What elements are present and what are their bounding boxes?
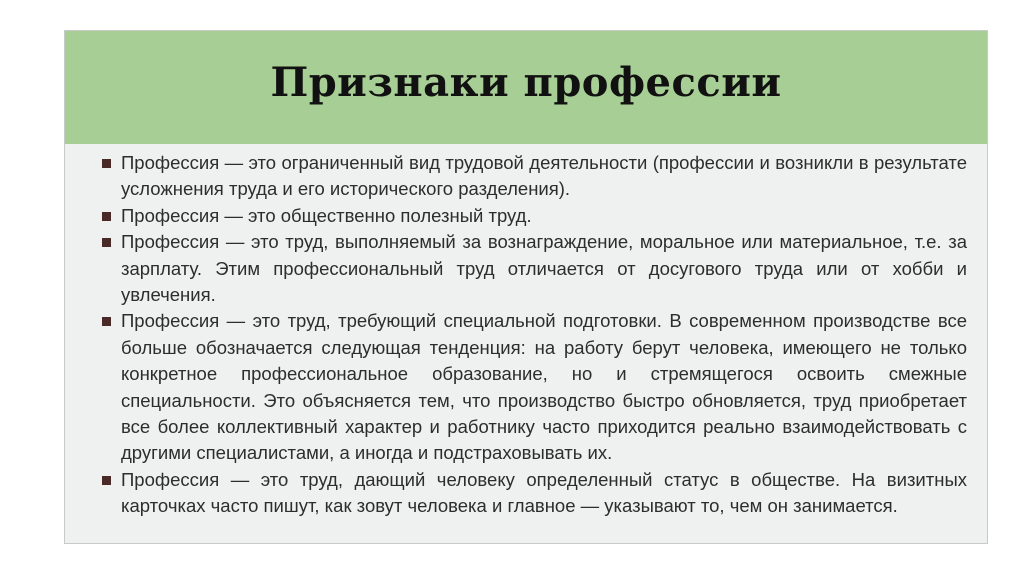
title-band — [65, 31, 987, 144]
square-bullet-icon — [102, 159, 111, 168]
slide — [64, 30, 988, 544]
list-item — [101, 467, 967, 520]
list-item — [101, 229, 967, 308]
list-item-text: Профессия — это труд, требующий специальной подготовки. В современном производстве все больше обозначается следующая тенденция: на работу берут человека, имеющего не только конкретное профессиональное образование, но и стремящегося освоить смежные специальности. Это объясняется тем, что производство быстро обновляется, труд приобретает все более коллективный характер и работнику часто приходится реально взаимодействовать с другими специалистами, а иногда и подстраховывать их. — [121, 310, 967, 464]
list-item — [101, 150, 967, 203]
list-item — [101, 308, 967, 466]
square-bullet-icon — [102, 212, 111, 221]
feature-list — [101, 150, 967, 520]
list-item-text: Профессия — это труд, выполняемый за вознаграждение, моральное или материальное, т.е. за зарплату. Этим профессиональный труд отличается от досугового труда или от хобби и увлечения. — [121, 231, 967, 306]
square-bullet-icon — [102, 238, 111, 247]
square-bullet-icon — [102, 476, 111, 485]
list-item-text: Профессия — это общественно полезный труд. — [121, 204, 532, 226]
list-item-text: Профессия — это ограниченный вид трудовой деятельности (профессии и возникли в результате усложнения труда и его исторического разделения). — [121, 152, 967, 200]
list-item-text: Профессия — это труд, дающий человеку определенный статус в обществе. На визитных карточках часто пишут, как зовут человека и главное — указывают то, чем он занимается. — [121, 468, 967, 517]
content-area — [65, 144, 987, 543]
list-item — [101, 203, 967, 229]
slide-title: Признаки профессии — [270, 59, 782, 106]
square-bullet-icon — [102, 317, 111, 326]
